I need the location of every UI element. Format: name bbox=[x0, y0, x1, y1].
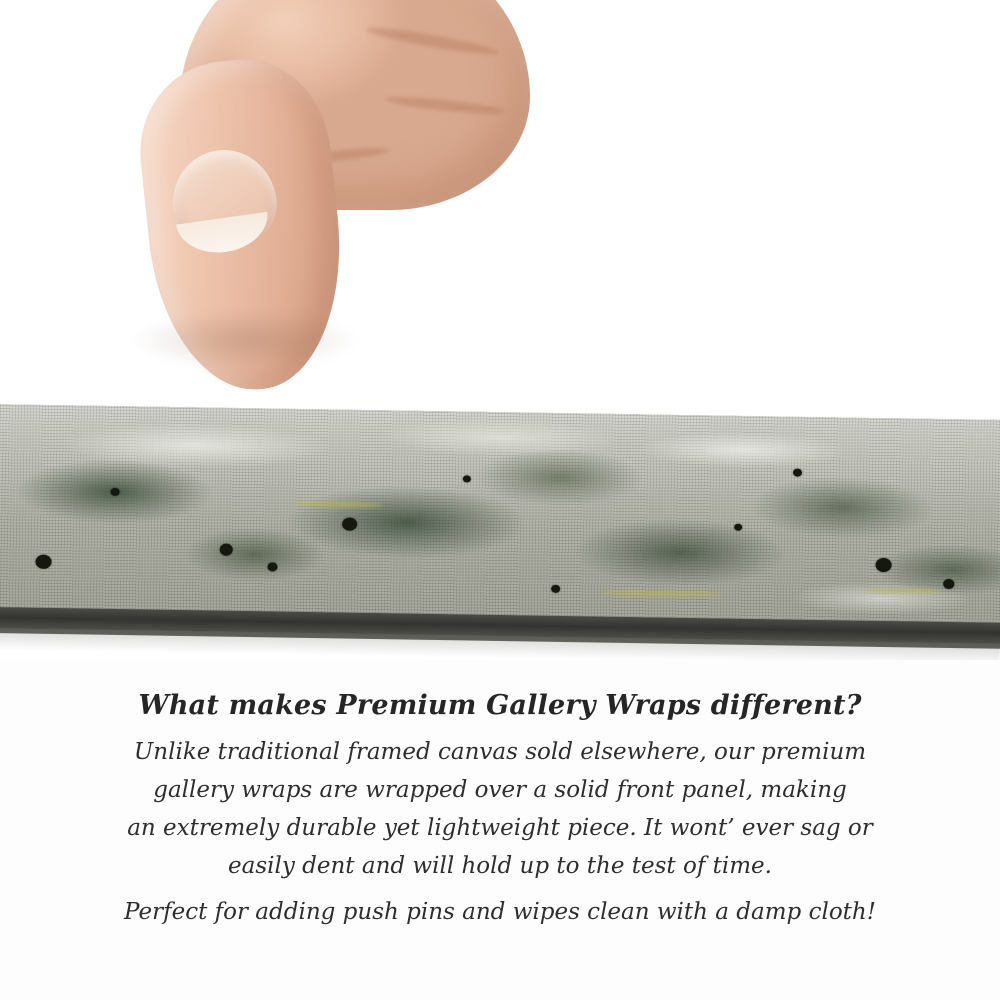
texture-speck bbox=[342, 517, 357, 530]
caption-line-1: Unlike traditional framed canvas sold elsewhere, our premium bbox=[133, 739, 867, 765]
texture-speck bbox=[875, 558, 891, 572]
texture-speck bbox=[267, 562, 277, 571]
texture-speck bbox=[463, 475, 471, 482]
knuckle-crease bbox=[331, 0, 480, 2]
caption-line-2: gallery wraps are wrapped over a solid front panel, making bbox=[153, 777, 847, 803]
texture-speck bbox=[734, 524, 742, 531]
knuckle-crease bbox=[385, 94, 505, 117]
canvas-artwork-texture bbox=[0, 404, 1000, 635]
hand-illustration bbox=[120, 0, 540, 440]
finger-shadow bbox=[130, 310, 360, 370]
texture-speck bbox=[111, 488, 120, 496]
caption-closing-line: Perfect for adding push pins and wipes clean with a damp cloth! bbox=[124, 899, 876, 925]
texture-speck bbox=[220, 544, 233, 556]
texture-speck bbox=[551, 585, 560, 593]
caption-line-3: an extremely durable yet lightweight piece. It wont’ ever sag or bbox=[127, 815, 873, 841]
texture-speck bbox=[793, 469, 802, 477]
caption-block bbox=[0, 690, 1000, 931]
caption-heading: What makes Premium Gallery Wraps different? bbox=[138, 690, 862, 721]
canvas-wrap-edge bbox=[0, 404, 1000, 635]
texture-speck bbox=[943, 579, 954, 589]
caption-line-4: easily dent and will hold up to the test of time. bbox=[228, 853, 772, 879]
knuckle-crease bbox=[365, 23, 500, 58]
